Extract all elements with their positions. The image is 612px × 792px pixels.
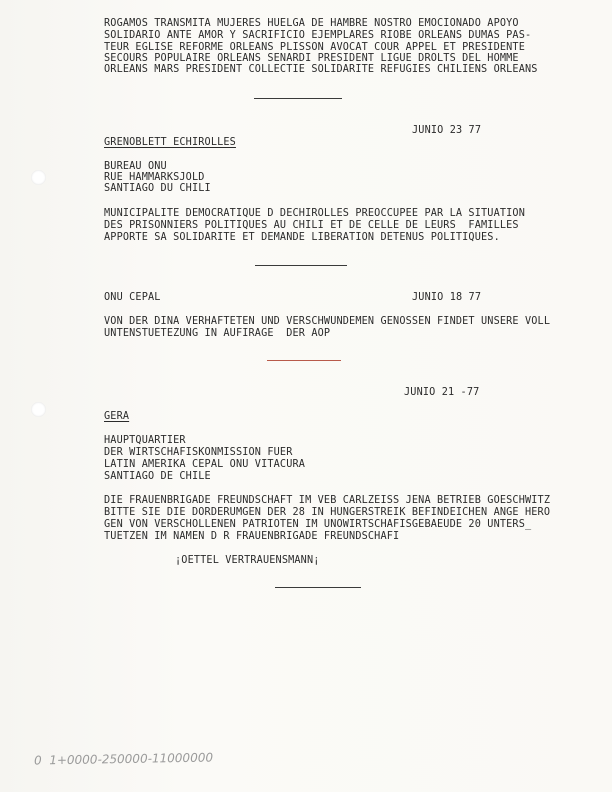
separator-rule xyxy=(254,98,342,99)
text-line: DES PRISONNIERS POLITIQUES AU CHILI ET DE CELLE DE LEURS FAMILLES xyxy=(104,220,519,231)
separator-rule xyxy=(275,587,361,588)
archive-number: 0 1+0000-250000-11000000 xyxy=(33,750,214,768)
text-line: APPORTE SA SOLIDARITE ET DEMANDE LIBERATION DETENUS POLITIQUES. xyxy=(104,232,500,243)
text-line: SECOURS POPULAIRE ORLEANS SENARDI PRESIDENT LIGUE DROLTS DEL HOMME xyxy=(104,53,519,64)
text-line: ROGAMOS TRANSMITA MUJERES HUELGA DE HAMBRE NOSTRO EMOCIONADO APOYO xyxy=(104,18,519,29)
address-line: HAUPTQUARTIER xyxy=(104,435,186,446)
date-line: JUNIO 21 -77 xyxy=(404,387,480,398)
address-line: DER WIRTSCHAFISKONMISSION FUER xyxy=(104,447,293,458)
date-line: JUNIO 23 77 xyxy=(412,125,482,136)
text-line: ORLEANS MARS PRESIDENT COLLECTIE SOLIDARITE REFUGIES CHILIENS ORLEANS xyxy=(104,64,538,75)
punch-hole-top xyxy=(31,170,46,185)
text-line: UNTENSTUETEZUNG IN AUFIRAGE DER AOP xyxy=(104,328,331,339)
address-line: SANTIAGO DE CHILE xyxy=(104,471,211,482)
text-line: TEUR EGLISE REFORME ORLEANS PLISSON AVOCAT COUR APPEL ET PRESIDENTE xyxy=(104,42,525,53)
text-line: VON DER DINA VERHAFTETEN UND VERSCHWUNDEMEN GENOSSEN FINDET UNSERE VOLL xyxy=(104,316,551,327)
sender-heading: GERA xyxy=(104,411,130,422)
sender-heading: GRENOBLETT ECHIROLLES xyxy=(104,137,236,148)
text-line: DIE FRAUENBRIGADE FREUNDSCHAFT IM VEB CARLZEISS JENA BETRIEB GOESCHWITZ xyxy=(104,495,551,506)
address-line: BUREAU ONU xyxy=(104,161,167,172)
address-line: LATIN AMERIKA CEPAL ONU VITACURA xyxy=(104,459,306,470)
address-line: RUE HAMMARKSJOLD xyxy=(104,172,205,183)
recipient-line: ONU CEPAL xyxy=(104,292,161,303)
date-line: JUNIO 18 77 xyxy=(412,292,482,303)
text-line: MUNICIPALITE DEMOCRATIQUE D DECHIROLLES PREOCCUPEE PAR LA SITUATION xyxy=(104,208,525,219)
separator-rule xyxy=(255,265,347,266)
signature-line: ¡OETTEL VERTRAUENSMANN¡ xyxy=(175,555,320,566)
text-line: SOLIDARIO ANTE AMOR Y SACRIFICIO EJEMPLARES RIOBE ORLEANS DUMAS PAS- xyxy=(104,30,532,41)
text-line: BITTE SIE DIE DORDERUMGEN DER 28 IN HUNGERSTREIK BEFINDEICHEN ANGE HERO xyxy=(104,507,551,518)
text-line: GEN VON VERSCHOLLENEN PATRIOTEN IM UNOWIRTSCHAFISGEBAEUDE 20 UNTERS_ xyxy=(104,519,532,530)
address-line: SANTIAGO DU CHILI xyxy=(104,183,211,194)
separator-rule xyxy=(267,360,341,361)
punch-hole-bottom xyxy=(31,402,46,417)
text-line: TUETZEN IM NAMEN D R FRAUENBRIGADE FREUNDSCHAFI xyxy=(104,531,400,542)
